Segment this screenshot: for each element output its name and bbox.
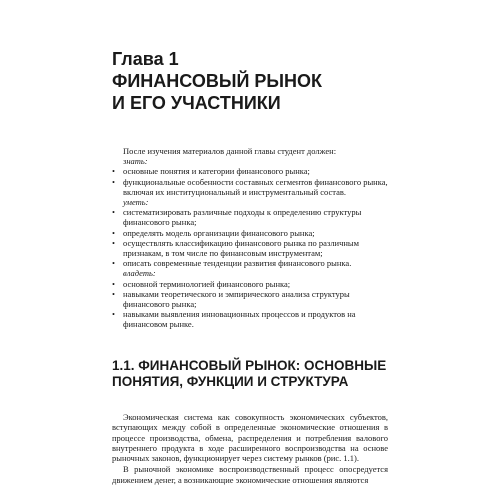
list-item (112, 258, 388, 268)
chapter-title-line: ФИНАНСОВЫЙ РЫНОК (112, 71, 323, 91)
body-paragraph: В рыночной экономике воспроизводственный процесс опосредуется движением денег, а возникающие экономические отношения являются (112, 464, 388, 485)
outcomes-list-know (112, 166, 388, 197)
list-item (112, 166, 388, 176)
list-item-text: функциональные особенности составных сегментов финансового рынка, включая их институциональный и инструментальный состав. (123, 176, 388, 197)
bullet-icon: • (112, 176, 115, 187)
list-item-text: навыками выявления инновационных процессов и продуктов на финансовом рынке. (123, 309, 356, 330)
list-item (112, 238, 388, 258)
section-body (112, 412, 388, 485)
list-item (112, 207, 388, 227)
outcomes-group-heading-master: владеть: (123, 268, 156, 279)
list-item (112, 228, 388, 238)
list-item (112, 279, 388, 289)
outcomes-group-heading-know: знать: (123, 156, 148, 167)
list-item (112, 177, 388, 197)
bullet-icon: • (112, 207, 115, 218)
chapter-title (112, 70, 388, 114)
list-item-text: определять модель организации финансового рынка; (123, 227, 315, 238)
chapter-title-line: И ЕГО УЧАСТНИКИ (112, 93, 281, 113)
outcomes-list-can (112, 207, 388, 268)
body-paragraph: Экономическая система как совокупность экономических субъектов, вступающих между собой в определенные экономические отношения в процессе производства, обмена, распределения и потребления валового внутреннего продукта в ходе расширенного воспроизводства на основе рыночных законов, функционирует через систему рынков (рис. 1.1). (112, 412, 388, 464)
outcomes-group-heading-can: уметь: (123, 197, 149, 208)
bullet-icon: • (112, 278, 115, 289)
bullet-icon: • (112, 288, 115, 299)
outcomes-list-master (112, 279, 388, 330)
list-item-text: основной терминологией финансового рынка; (123, 278, 291, 289)
chapter-label: Глава 1 (112, 49, 179, 69)
section-heading-line: ПОНЯТИЯ, ФУНКЦИИ И СТРУКТУРА (112, 374, 349, 389)
section-heading-line: 1.1. ФИНАНСОВЫЙ РЫНОК: ОСНОВНЫЕ (112, 358, 387, 373)
section-heading (112, 358, 388, 390)
outcomes-lead: После изучения материалов данной главы студент должен: (123, 146, 337, 156)
list-item-text: описать современные тенденции развития финансового рынка. (123, 258, 352, 269)
learning-outcomes (112, 146, 388, 330)
list-item-text: систематизировать различные подходы к определению структуры финансового рынка; (123, 207, 362, 228)
list-item (112, 309, 388, 329)
bullet-icon: • (112, 227, 115, 238)
bullet-icon: • (112, 309, 115, 320)
bullet-icon: • (112, 237, 115, 248)
list-item-text: осуществлять классификацию финансового рынка по различным признакам, в том числе по финансовым инструментам; (123, 237, 360, 259)
bullet-icon: • (112, 166, 115, 177)
bullet-icon: • (112, 258, 115, 269)
list-item-text: основные понятия и категории финансового рынка; (123, 166, 310, 177)
list-item-text: навыками теоретического и эмпирического анализа структуры финансового рынка; (123, 288, 350, 310)
list-item (112, 289, 388, 309)
